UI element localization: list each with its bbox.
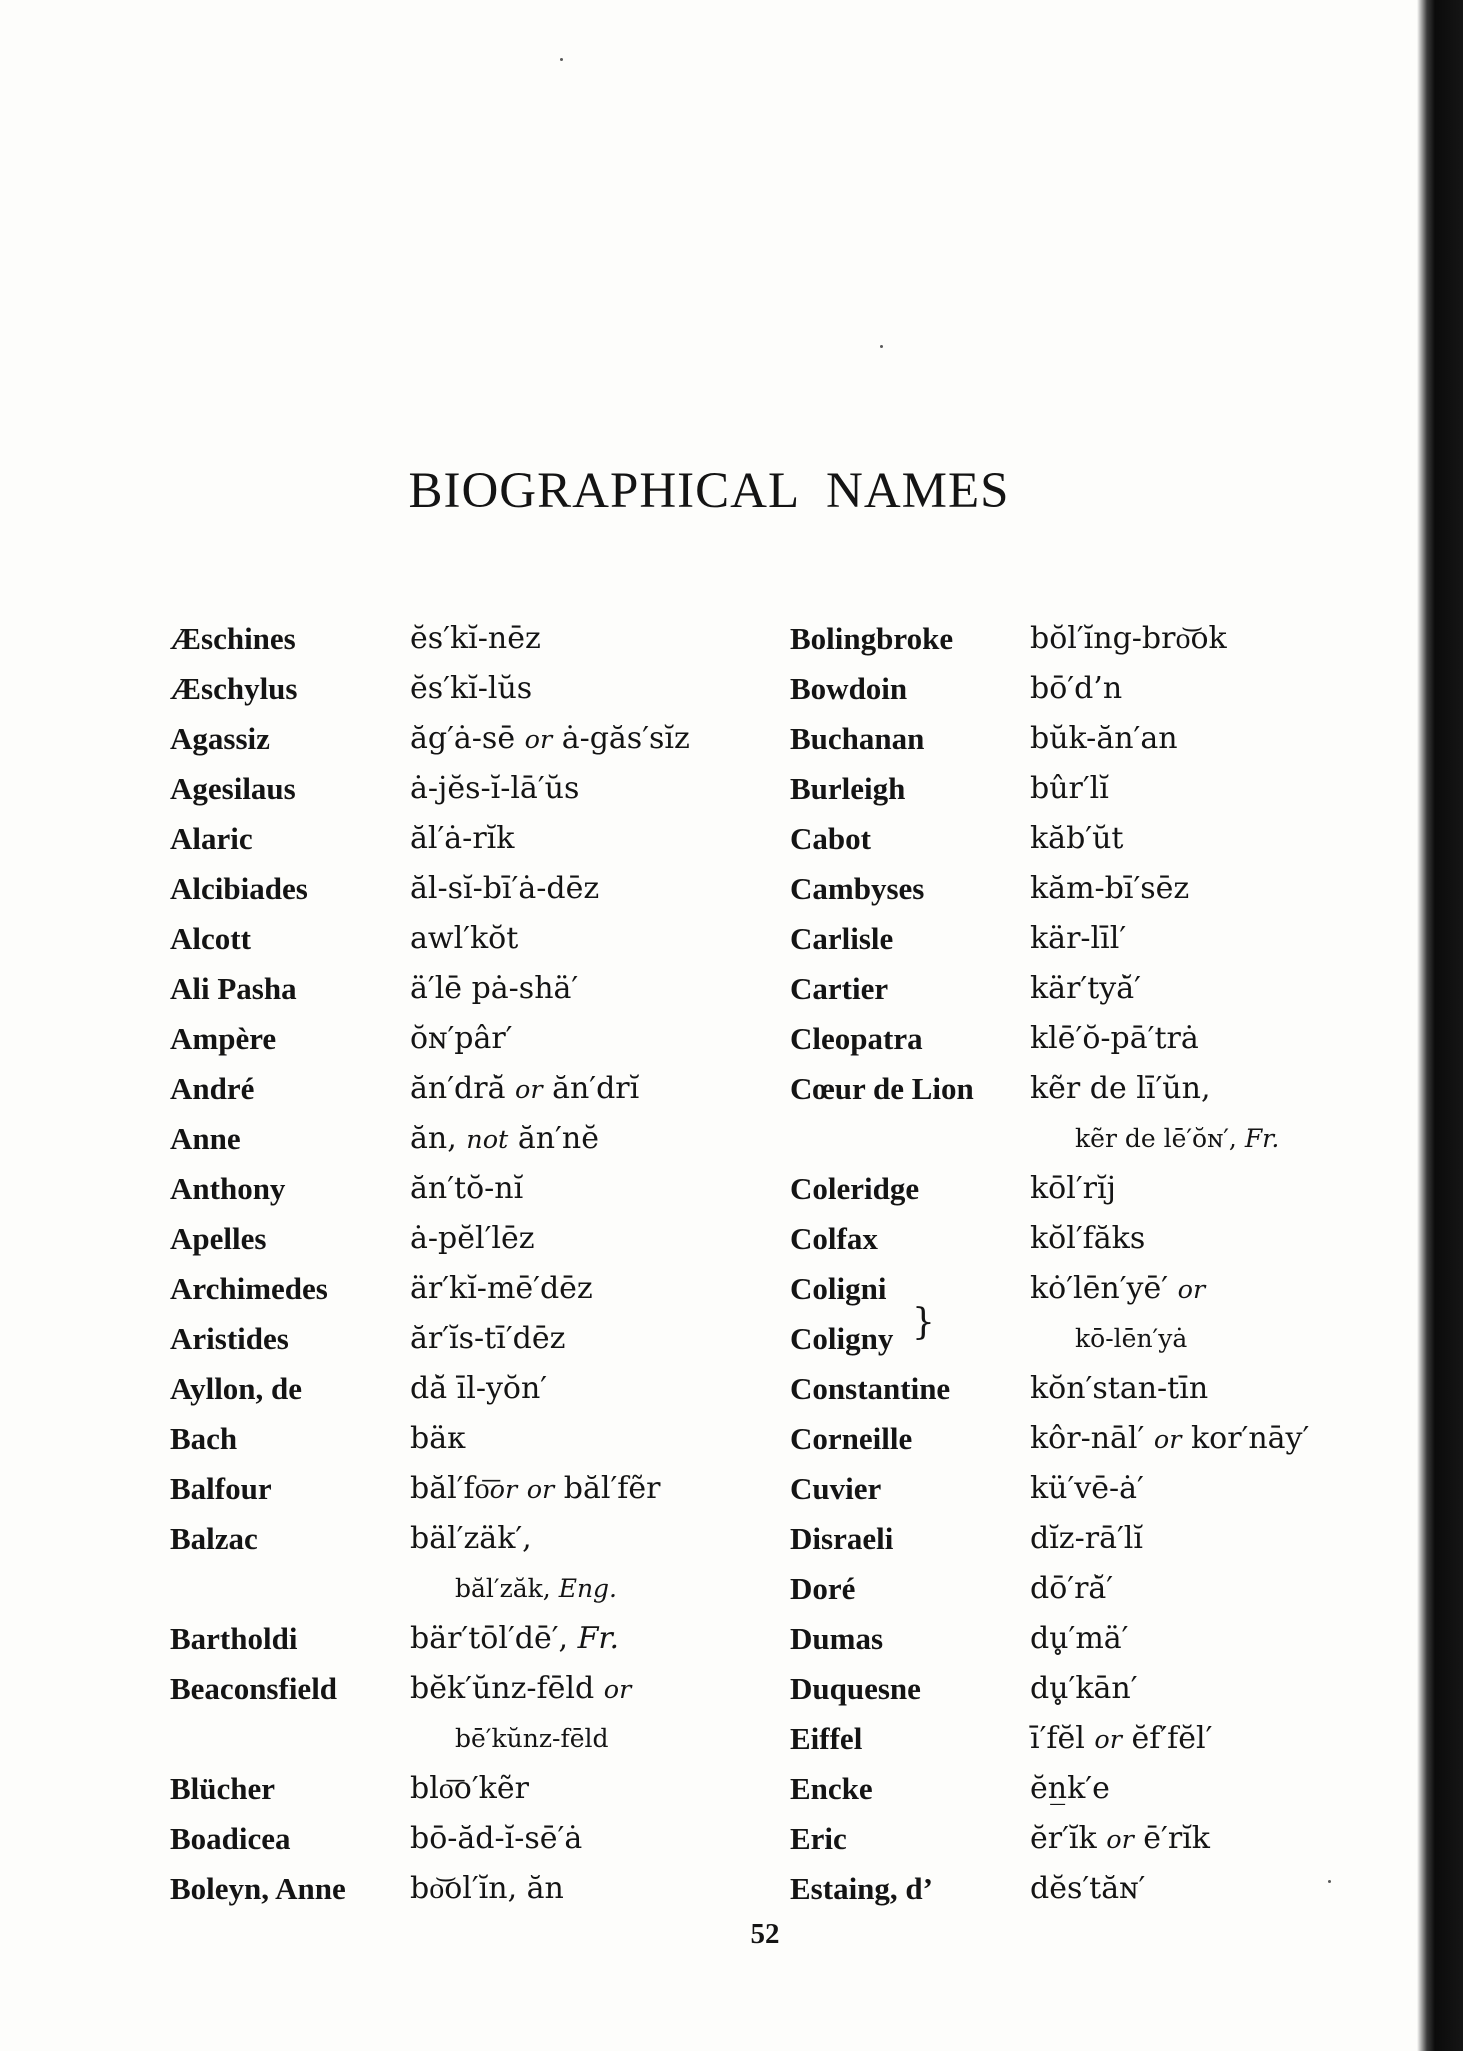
entry-name: Eric [790, 1821, 847, 1856]
entry-pronunciation: kŏl′făks [1030, 1221, 1146, 1256]
entry-pronunciation: kôr-nāl′ or kor′nāy′ [1030, 1421, 1310, 1456]
entry-name: Ayllon, de [170, 1371, 303, 1406]
entry-pronunciation: dō′rȧ̆′ [1030, 1571, 1114, 1606]
entry-name: Anthony [170, 1171, 286, 1206]
entry-name: Archimedes [170, 1271, 328, 1306]
entry-name: Apelles [170, 1221, 267, 1256]
entry-name: Corneille [790, 1421, 913, 1456]
entry-name: Blücher [170, 1771, 276, 1806]
entry-name: Burleigh [790, 771, 906, 806]
entry-pronunciation: ŏɴ′pâr′ [410, 1021, 513, 1056]
entry-pronunciation: kẽr de lī′ŭn, [1030, 1071, 1211, 1106]
entry-pronunciation: bäᴋ [410, 1421, 466, 1456]
entry-name: Bowdoin [790, 671, 908, 706]
entry-name: Dumas [790, 1621, 884, 1656]
entry-pronunciation: ȧ-jĕs-ĭ-lā′ŭs [410, 771, 580, 806]
entry-pronunciation: blo͞o′kẽr [410, 1771, 529, 1806]
entry-name: Boleyn, Anne [170, 1871, 346, 1906]
entry-pronunciation: kär-līl′ [1030, 921, 1127, 956]
entry-pronunciation: dĕs′tăɴ′ [1030, 1871, 1146, 1906]
entry-name: Cuvier [790, 1471, 882, 1506]
entry-pronunciation: ăl-sĭ-bī′ȧ-dēz [410, 871, 600, 906]
entry-pronunciation: ä′lē pȧ-shä′ [410, 971, 579, 1006]
entry-name: Carlisle [790, 921, 894, 956]
entry-pronunciation: bäl′zäk′, [410, 1521, 532, 1556]
entry-pronunciation: kōl′rĭj [1030, 1171, 1116, 1206]
entry-name: Agassiz [170, 721, 270, 756]
entry-name: André [170, 1071, 255, 1106]
entry-name: Estaing, d’ [790, 1871, 933, 1906]
entry-name: Duquesne [790, 1671, 921, 1706]
entry-pronunciation: kü′vē-ȧ′ [1030, 1471, 1144, 1506]
entry-pronunciation: ăn′tŏ-nĭ [410, 1171, 524, 1206]
entry-name: Colfax [790, 1221, 878, 1256]
entry-name: Æschines [170, 621, 296, 656]
entry-name: Æschylus [170, 671, 298, 706]
entry-pronunciation: ī′fĕl or ĕf′fĕl′ [1030, 1721, 1213, 1756]
entry-pronunciation: ăr′ĭs-tī′dēz [410, 1321, 566, 1356]
entry-pronunciation: dĭz-rā′lĭ [1030, 1521, 1143, 1556]
entry-name: Bolingbroke [790, 621, 954, 656]
entry-pronunciation: kăb′ŭt [1030, 821, 1124, 856]
entry-pronunciation: awl′kŏt [410, 921, 519, 956]
entry-name: Ampère [170, 1021, 277, 1056]
entry-pronunciation: ȧ-pĕl′lēz [410, 1221, 535, 1256]
entry-pronunciation: băl′zăk, Eng. [455, 1574, 618, 1603]
entry-pronunciation: ĕs′kĭ-lŭs [410, 671, 533, 706]
entry-name: Boadicea [170, 1821, 291, 1856]
entry-pronunciation: ăn′drȧ̆ or ăn′drĭ [410, 1071, 640, 1106]
entry-name: Constantine [790, 1371, 951, 1406]
entry-name: Buchanan [790, 721, 925, 756]
entry-name: Cleopatra [790, 1021, 923, 1056]
entry-name: Coleridge [790, 1171, 920, 1206]
dust-speck [560, 58, 563, 61]
entry-name: Beaconsfield [170, 1671, 338, 1706]
entry-pronunciation: kăm-bī′sēz [1030, 871, 1190, 906]
entry-name: Cabot [790, 821, 871, 856]
entry-pronunciation: bo͝ol′ĭn, ăn [410, 1871, 564, 1906]
entry-name: Ali Pasha [170, 971, 297, 1006]
entry-pronunciation: är′kĭ-mē′dēz [410, 1271, 593, 1306]
entry-pronunciation: dȧ̆ īl-yŏn′ [410, 1371, 548, 1406]
entry-pronunciation: ĕr′ĭk or ē′rĭk [1030, 1821, 1210, 1856]
entry-pronunciation: du̥′mä′ [1030, 1621, 1129, 1656]
entry-name: Coligny [790, 1321, 894, 1356]
entry-pronunciation: bŏl′ĭng-bro͝ok [1030, 621, 1227, 656]
page-title: BIOGRAPHICAL NAMES [408, 463, 1010, 519]
entry-pronunciation: bē′kŭnz-fēld [455, 1724, 609, 1753]
dust-speck [1328, 1880, 1331, 1883]
entry-pronunciation: klē′ŏ-pā′trȧ [1030, 1021, 1199, 1056]
entry-name: Disraeli [790, 1521, 894, 1556]
page-edge-shadow [1417, 0, 1463, 2051]
entry-name: Bach [170, 1421, 238, 1456]
entry-name: Alcott [170, 921, 251, 956]
page-number: 52 [750, 1918, 780, 1950]
entry-name: Cœur de Lion [790, 1071, 974, 1106]
entry-pronunciation: kȯ′lēn′yē′ or [1030, 1271, 1206, 1306]
entry-pronunciation: băl′fo͞or or băl′fẽr [410, 1471, 661, 1506]
entry-name: Eiffel [790, 1721, 863, 1756]
entry-name: Doré [790, 1571, 856, 1606]
entry-pronunciation: bĕk′ŭnz-fēld or [410, 1671, 632, 1706]
entry-pronunciation: kō-lēn′yȧ [1075, 1324, 1188, 1353]
entry-name: Anne [170, 1121, 241, 1156]
entry-pronunciation: kär′tyȧ̆′ [1030, 971, 1141, 1006]
entry-pronunciation: kŏn′stan-tīn [1030, 1371, 1209, 1406]
entry-pronunciation: bŭk-ăn′an [1030, 721, 1178, 756]
entry-pronunciation: kẽr de lē′ŏɴ′, Fr. [1075, 1124, 1280, 1153]
entry-name: Encke [790, 1771, 873, 1806]
dust-speck [880, 345, 883, 348]
entry-name: Alcibiades [170, 871, 308, 906]
entry-name: Bartholdi [170, 1621, 298, 1656]
entry-pronunciation: bär′tōl′dē′, Fr. [410, 1621, 620, 1656]
entry-pronunciation: ĕs′kĭ-nēz [410, 621, 541, 656]
entry-pronunciation: ăl′ȧ-rĭk [410, 821, 515, 856]
entry-pronunciation: ăg′ȧ-sē or ȧ-găs′sĭz [410, 721, 690, 756]
entry-pronunciation: bō′d’n [1030, 671, 1123, 706]
entry-pronunciation: ĕn̲k′e [1030, 1771, 1110, 1806]
entry-name: Balfour [170, 1471, 272, 1506]
entry-pronunciation: ăn, not ăn′nĕ [410, 1121, 599, 1156]
entry-pronunciation: bō-ăd-ĭ-sē′ȧ [410, 1821, 583, 1856]
entry-pronunciation: du̥′kān′ [1030, 1671, 1138, 1706]
entry-pronunciation: bûr′lĭ [1030, 771, 1109, 806]
entry-name: Cambyses [790, 871, 925, 906]
entry-name: Coligni [790, 1271, 887, 1306]
entry-name: Balzac [170, 1521, 258, 1556]
entry-name: Agesilaus [170, 771, 296, 806]
brace-symbol: } [912, 1302, 935, 1343]
entry-name: Aristides [170, 1321, 289, 1356]
entry-name: Alaric [170, 821, 253, 856]
entry-name: Cartier [790, 971, 889, 1006]
